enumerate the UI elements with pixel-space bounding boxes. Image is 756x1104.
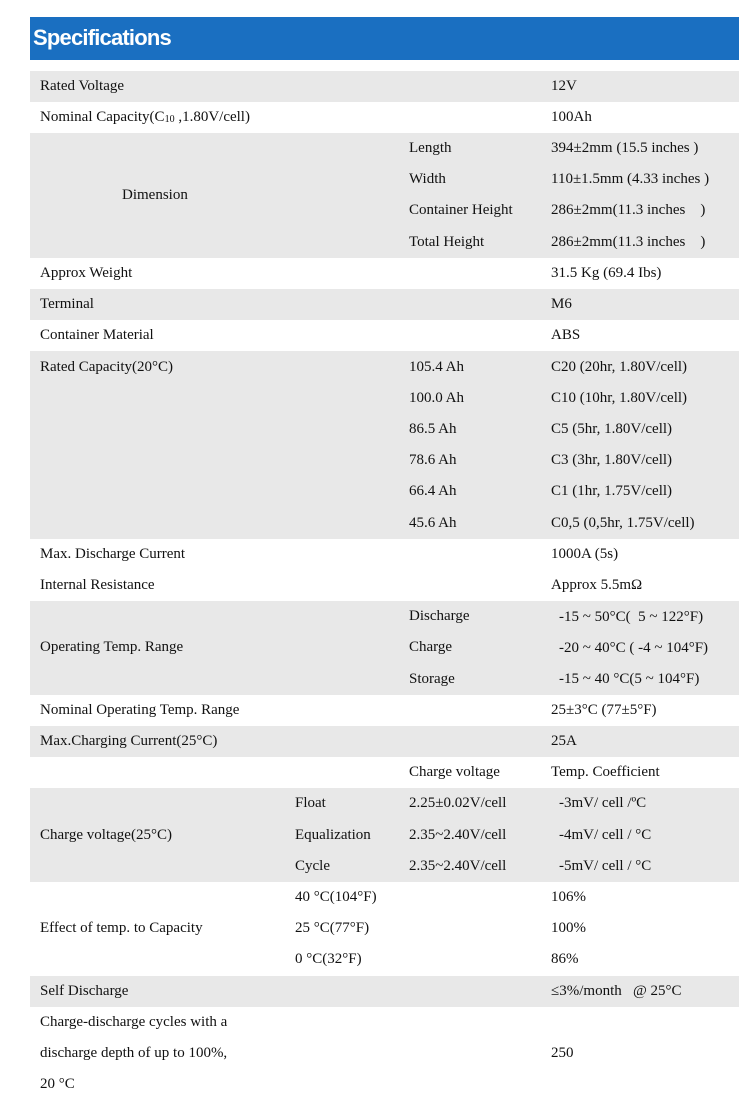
spec-label: Nominal $Capacity(C_{10}$ ,1.80V/cell) <box>40 109 250 125</box>
spec-row-terminal <box>30 289 739 320</box>
capacity-value: 66.4 Ah <box>409 483 457 499</box>
spec-label: Nominal Operating Temp. Range <box>40 702 240 718</box>
spec-label-line-2: discharge depth of up to 100%, <box>40 1045 228 1061</box>
spec-label: Charge voltage(25°C) <box>40 827 172 843</box>
dimension-total-height-label: Total Height <box>409 234 485 250</box>
spec-label: Max.Charging Current(25°C) <box>40 733 218 749</box>
spec-value: M6 <box>551 296 572 312</box>
operating-discharge-value: -15 ~ 50°C( 5 ~ 122°F) <box>559 609 704 625</box>
capacity-rate: C3 (3hr, 1.80V/cell) <box>551 452 673 468</box>
spec-row-temp-effect <box>30 882 739 976</box>
spec-row-nominal-capacity <box>30 102 739 133</box>
spec-row-internal-resistance <box>30 570 739 601</box>
operating-storage-label: Storage <box>409 671 455 687</box>
capacity-rate: C20 (20hr, 1.80V/cell) <box>551 359 688 375</box>
spec-label: Rated Capacity(20°C) <box>40 359 174 375</box>
temp-effect-value: 106% <box>551 889 586 905</box>
spec-label: Container Material <box>40 327 154 343</box>
spec-row-self-discharge <box>30 976 739 1007</box>
temp-coefficient-cycle: -5mV/ cell / °C <box>559 858 652 874</box>
capacity-value: 100.0 Ah <box>409 390 465 406</box>
spec-label: Operating Temp. Range <box>40 639 184 655</box>
dimension-length-value: 394±2mm (15.5 inches ) <box>551 140 699 156</box>
spec-label: Internal Resistance <box>40 577 155 593</box>
spec-value: 25A <box>551 733 577 749</box>
temp-effect-temp: 25 °C(77°F) <box>295 920 370 936</box>
operating-storage-value: -15 ~ 40 °C(5 ~ 104°F) <box>559 671 700 687</box>
spec-label-line-3: 20 °C <box>40 1076 75 1092</box>
spec-value: 100Ah <box>551 109 592 125</box>
spec-value: ABS <box>551 327 581 343</box>
capacity-rate: C5 (5hr, 1.80V/cell) <box>551 421 673 437</box>
dimension-width-value: 110±1.5mm (4.33 inches ) <box>551 171 710 187</box>
capacity-value: 105.4 Ah <box>409 359 465 375</box>
charge-voltage-equalization: 2.35~2.40V/cell <box>409 827 507 843</box>
temp-coefficient-column-header: Temp. Coefficient <box>551 764 660 780</box>
charge-mode-float: Float <box>295 795 326 811</box>
spec-row-cycles <box>30 1007 739 1101</box>
operating-discharge-label: Discharge <box>409 608 470 624</box>
spec-label-line-1: Charge-discharge cycles with a <box>40 1014 228 1030</box>
spec-row-rated-voltage <box>30 71 739 102</box>
charge-mode-cycle: Cycle <box>295 858 330 874</box>
temp-effect-temp: 0 °C(32°F) <box>295 951 362 967</box>
spec-label: Dimension <box>122 187 188 203</box>
spec-row-charge-voltage <box>30 788 739 882</box>
charge-voltage-column-header: Charge voltage <box>409 764 500 780</box>
spec-label: Approx Weight <box>40 265 133 281</box>
capacity-rate: C1 (1hr, 1.75V/cell) <box>551 483 673 499</box>
temp-effect-value: 100% <box>551 920 586 936</box>
spec-label: Rated Voltage <box>40 78 125 94</box>
spec-row-rated-capacity <box>30 351 739 539</box>
temp-effect-temp: 40 °C(104°F) <box>295 889 377 905</box>
temp-coefficient-equalization: -4mV/ cell / °C <box>559 827 652 843</box>
charge-voltage-float: 2.25±0.02V/cell <box>409 795 507 811</box>
spec-value: 31.5 Kg (69.4 Ibs) <box>551 265 662 281</box>
temp-coefficient-float: -3mV/ cell /ºC <box>559 795 647 811</box>
spec-value: 1000A (5s) <box>551 546 619 562</box>
spec-value: 25±3°C (77±5°F) <box>551 702 657 718</box>
capacity-value: 78.6 Ah <box>409 452 457 468</box>
capacity-value: 86.5 Ah <box>409 421 457 437</box>
operating-charge-label: Charge <box>409 639 453 655</box>
spec-row-container-material <box>30 320 739 351</box>
spec-value: 12V <box>551 78 577 94</box>
dimension-length-label: Length <box>409 140 452 156</box>
dimension-total-height-value: 286±2mm(11.3 inches ) <box>551 234 706 250</box>
spec-label: Terminal <box>40 296 94 312</box>
spec-row-operating-temp <box>30 601 739 695</box>
spec-row-max-charging-current <box>30 726 739 757</box>
temp-effect-value: 86% <box>551 951 579 967</box>
operating-charge-value: -20 ~ 40°C ( -4 ~ 104°F) <box>559 640 709 656</box>
specifications-header <box>30 17 739 60</box>
spec-value: ≤3%/month @ 25°C <box>551 983 682 999</box>
dimension-container-height-value: 286±2mm(11.3 inches ) <box>551 202 706 218</box>
spec-value: 250 <box>551 1045 574 1061</box>
spec-label: Effect of temp. to Capacity <box>40 920 203 936</box>
spec-row-approx-weight <box>30 258 739 289</box>
dimension-container-height-label: Container Height <box>409 202 513 218</box>
charge-mode-equalization: Equalization <box>295 827 371 843</box>
spec-row-max-discharge-current <box>30 539 739 570</box>
spec-value: Approx 5.5mΩ <box>551 577 643 593</box>
spec-label: Max. Discharge Current <box>40 546 186 562</box>
charge-voltage-cycle: 2.35~2.40V/cell <box>409 858 507 874</box>
capacity-value: 45.6 Ah <box>409 515 457 531</box>
spec-row-dimension <box>30 133 739 258</box>
capacity-rate: C10 (10hr, 1.80V/cell) <box>551 390 688 406</box>
spec-row-nominal-operating-temp <box>30 695 739 726</box>
spec-label: Self Discharge <box>40 983 129 999</box>
dimension-width-label: Width <box>409 171 446 187</box>
charge-voltage-header-row <box>30 757 739 788</box>
capacity-rate: C0,5 (0,5hr, 1.75V/cell) <box>551 515 695 531</box>
page-title: Specifications <box>33 25 171 50</box>
